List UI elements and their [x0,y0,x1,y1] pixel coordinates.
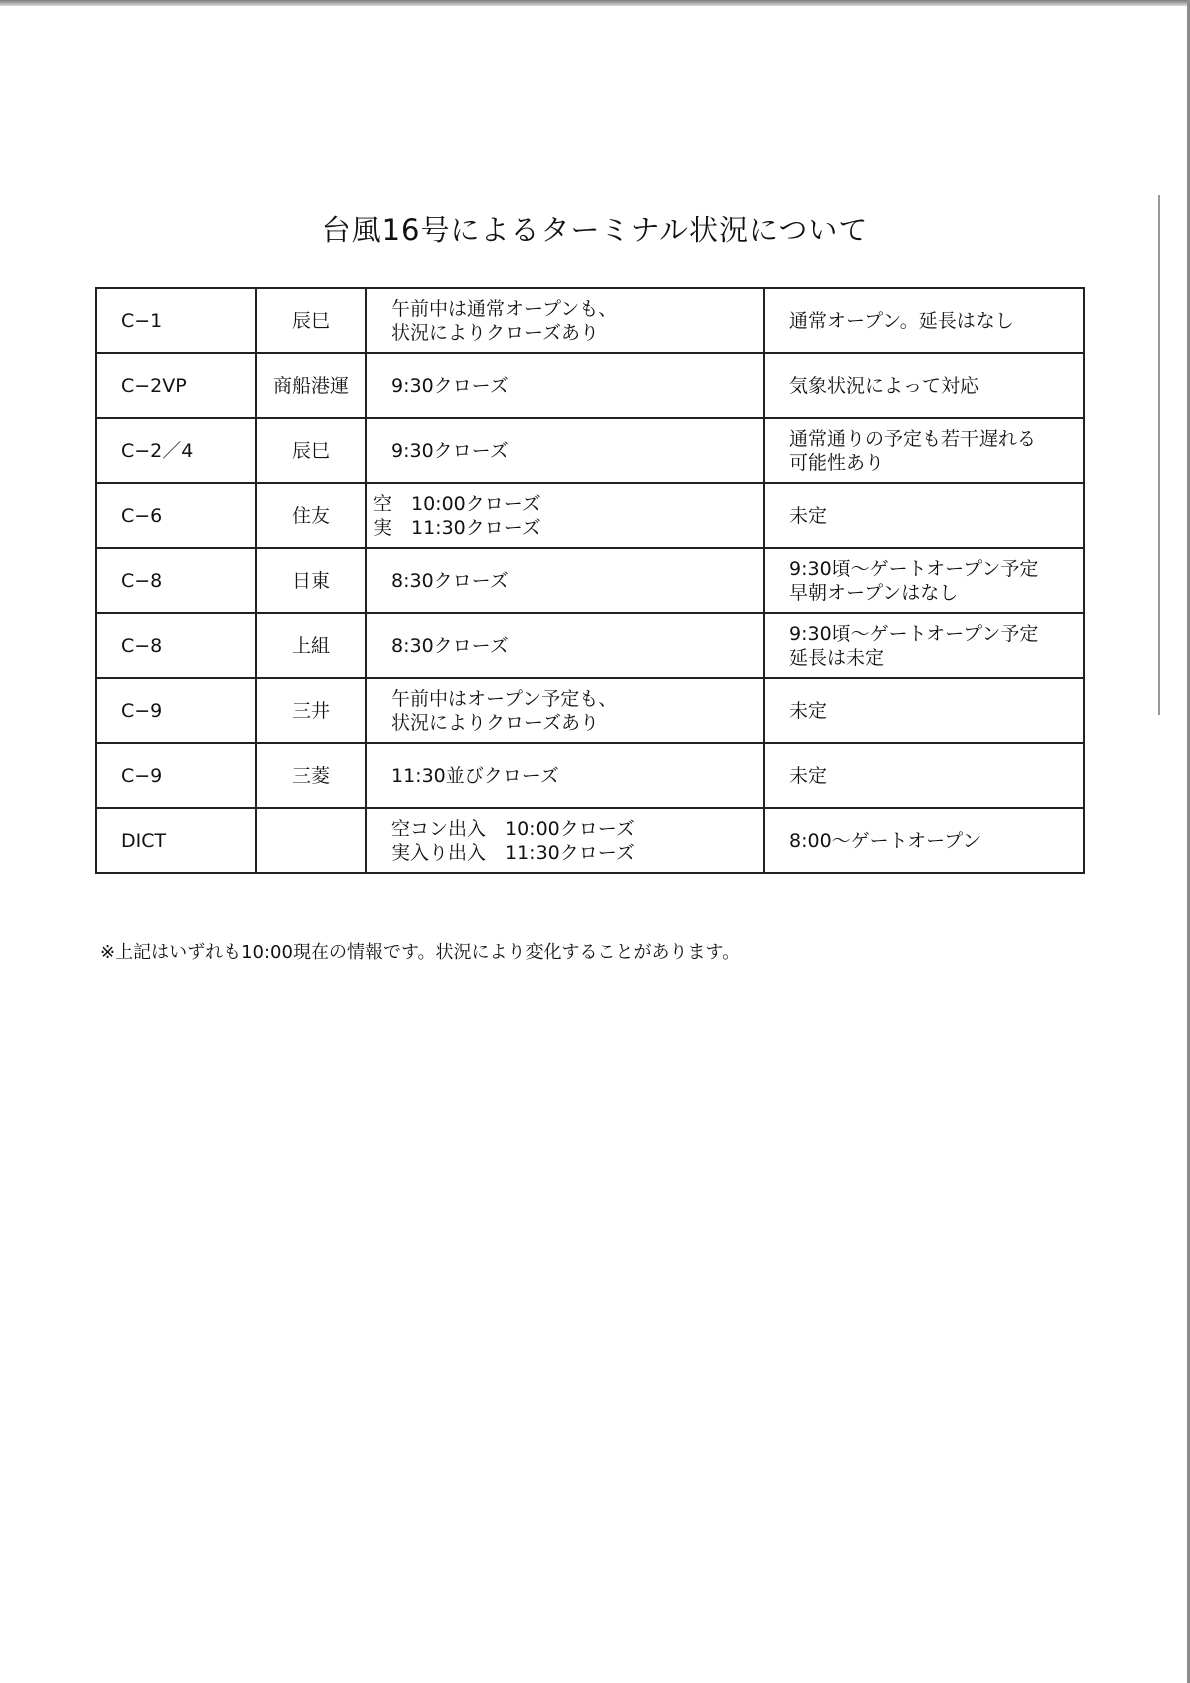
operator-cell: 辰巳 [256,288,366,353]
outlook-cell [764,483,1084,548]
outlook-cell [764,743,1084,808]
table-row [96,743,1084,808]
terminal-cell: C−9 [96,743,256,808]
operator-cell: 辰巳 [256,418,366,483]
operator-cell: 三井 [256,678,366,743]
outlook-cell [764,418,1084,483]
scan-top-edge [0,0,1190,6]
table-body [96,288,1084,873]
table-row [96,483,1084,548]
table-row [96,418,1084,483]
terminal-cell: C−1 [96,288,256,353]
outlook-cell [764,353,1084,418]
status-line: 実 11:30クローズ [373,516,541,539]
terminal-cell: C−2／4 [96,418,256,483]
status-cell [366,613,764,678]
operator-cell [256,808,366,873]
status-cell [366,418,764,483]
status-cell [366,353,764,418]
operator-cell: 三菱 [256,743,366,808]
terminal-cell: C−6 [96,483,256,548]
status-line: 状況によりクローズあり [391,711,600,734]
status-line: 実入り出入 11:30クローズ [391,841,635,864]
scan-mark [1158,195,1160,715]
outlook-line: 延長は未定 [789,646,885,669]
terminal-cell: DICT [96,808,256,873]
status-line: 空コン出入 10:00クローズ [391,817,635,840]
table-row [96,548,1084,613]
outlook-line: 9:30頃～ゲートオープン予定 [789,557,1039,580]
status-line: 9:30クローズ [391,439,509,462]
terminal-cell: C−2VP [96,353,256,418]
outlook-line: 8:00～ゲートオープン [789,829,982,852]
outlook-line: 通常通りの予定も若干遅れる [789,427,1037,450]
outlook-line: 早朝オープンはなし [789,581,959,604]
outlook-cell [764,613,1084,678]
outlook-line: 9:30頃～ゲートオープン予定 [789,622,1039,645]
table-row [96,613,1084,678]
table-row [96,678,1084,743]
operator-cell: 上組 [256,613,366,678]
status-line: 8:30クローズ [391,569,509,592]
terminal-status-table [95,287,1085,874]
status-cell [366,678,764,743]
operator-cell: 商船港運 [256,353,366,418]
status-cell [366,483,764,548]
outlook-line: 可能性あり [789,451,885,474]
status-line: 午前中は通常オープンも、 [391,297,618,320]
status-line: 9:30クローズ [391,374,509,397]
table-row [96,288,1084,353]
outlook-line: 未定 [789,699,828,722]
page-title: 台風16号によるターミナル状況について [321,213,869,247]
operator-cell: 日東 [256,548,366,613]
terminal-cell: C−9 [96,678,256,743]
terminal-cell: C−8 [96,548,256,613]
status-line: 8:30クローズ [391,634,509,657]
status-line: 空 10:00クローズ [373,492,541,515]
outlook-cell [764,678,1084,743]
terminal-cell: C−8 [96,613,256,678]
outlook-cell [764,808,1084,873]
outlook-line: 通常オープン。延長はなし [789,309,1014,332]
status-cell [366,548,764,613]
operator-cell: 住友 [256,483,366,548]
table-row [96,353,1084,418]
status-cell [366,743,764,808]
outlook-line: 気象状況によって対応 [789,374,980,397]
outlook-line: 未定 [789,764,828,787]
status-line: 11:30並びクローズ [391,764,559,787]
outlook-line: 未定 [789,504,828,527]
footnote: ※上記はいずれも10:00現在の情報です。状況により変化することがあります。 [100,942,741,963]
status-cell [366,288,764,353]
outlook-cell [764,288,1084,353]
outlook-cell [764,548,1084,613]
status-line: 状況によりクローズあり [391,321,600,344]
status-cell [366,808,764,873]
status-line: 午前中はオープン予定も、 [391,687,618,710]
table-row [96,808,1084,873]
